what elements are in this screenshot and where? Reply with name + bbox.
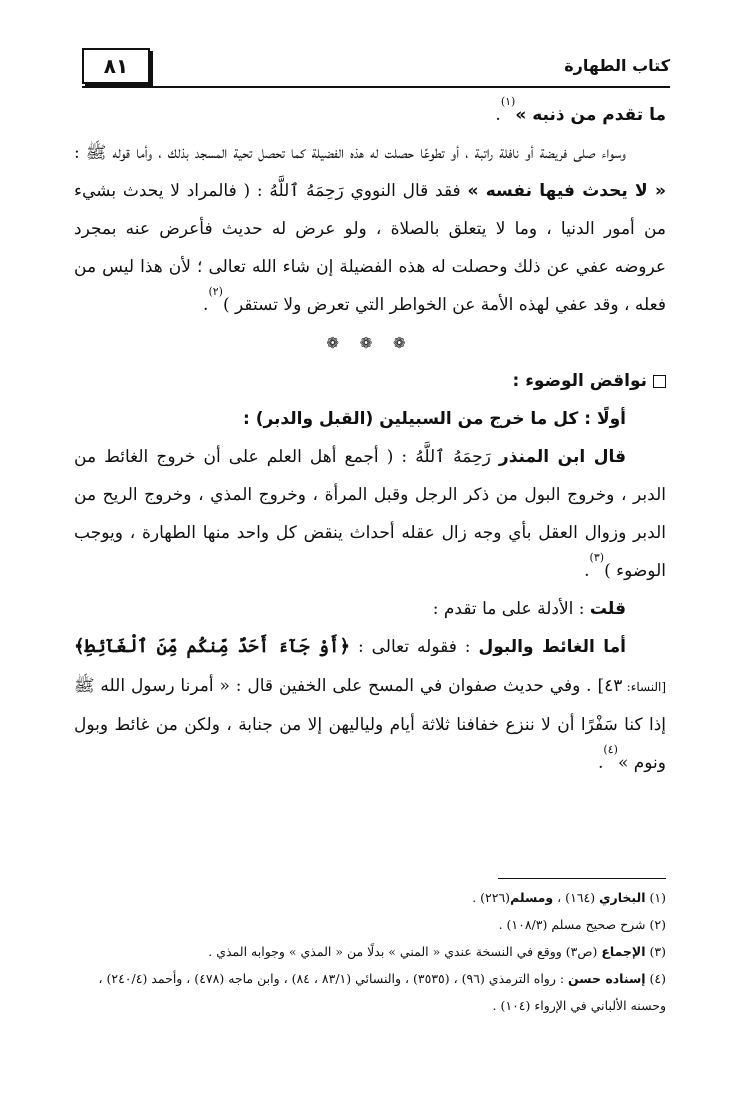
- fn4-bold: إسناده حسن: [568, 971, 646, 986]
- page-header: [82, 44, 670, 96]
- main-text: [74, 96, 666, 782]
- paragraph-2: وسواء صلى فريضة أو نافلة راتبة ، أو تطوعًا حصلت له هذه الفضيلة كما تحصل تحية المسجد بذلك ، وأما قوله ﷺ : « لا يحدث فيها نفسه » فقد قال النووي رَحِمَهُ ٱللَّهُ : ( فالمراد لا يحدث بشيء من أمور الدنيا ، وما لا يتعلق بالصلاة ، ولو عرض له حديث فأعرض عنه بمجرد عروضه عفي عن ذلك وحصلت له هذه الفضيلة إن شاء الله تعالى ؛ لأن هذا ليس من فعله ، وقد عفي لهذه الأمة عن الخواطر التي تعرض ولا تستقر )$^{(٢)}$.: [74, 143, 666, 315]
- p2-text-b: فقد قال النووي رَحِمَهُ ٱللَّهُ : ( فالمراد لا يحدث بشيء من أمور الدنيا ، وما لا يتعلق بالصلاة ، ولو عرض له حديث فأعرض عنه بمجرد عروضه عفي عن ذلك وحصلت له هذه الفضيلة إن شاء الله تعالى ؛ لأن هذا ليس من فعله ، وقد عفي لهذه الأمة عن الخواطر التي تعرض ولا تستقر ): [74, 181, 666, 315]
- footnote-ref-2: (٢): [208, 285, 223, 298]
- p1-text: ما تقدم من ذنبه »: [515, 105, 666, 125]
- p2-hadith-bold: « لا يحدث فيها نفسه »: [467, 181, 666, 201]
- fn1-text-b: (٢٢٦) .: [472, 890, 511, 905]
- footnote-4: [74, 965, 666, 1019]
- header-rule: [82, 86, 670, 88]
- p3-bold: قال ابن المنذر: [498, 447, 627, 467]
- p4-bold: قلت: [589, 599, 626, 619]
- verse-citation: [النساء:: [622, 680, 666, 694]
- p5-bold: أما الغائط والبول: [478, 637, 626, 657]
- paragraph-1: ما تقدم من ذنبه »$^{(١)}$.: [495, 95, 666, 125]
- fn1-text-a: (١٦٤) ،: [553, 890, 600, 905]
- p2-text-a: وسواء صلى فريضة أو نافلة راتبة ، أو تطوعًا حصلت له هذه الفضيلة كما تحصل تحية المسجد بذلك ، وأما قوله ﷺ :: [74, 143, 626, 163]
- fn1-bold-1: البخاري: [599, 890, 646, 905]
- square-bullet-icon: [653, 375, 666, 388]
- fn3-text: (ص٣) ووقع في النسخة عندي « المني » بدلًا من « المذي » وجوابه المذي .: [208, 944, 602, 959]
- running-title: كتاب الطهارة: [564, 56, 670, 75]
- footnote-ref-3: (٣): [589, 551, 605, 564]
- paragraph-5: أما الغائط والبول : فقوله تعالى : ﴿أَوْ جَآءَ أَحَدٌ مِّنكُم مِّنَ ٱلْغَآئِطِ﴾ [النساء: ٤٣] . وفي حديث صفوان في المسح على الخفين قال : « أمرنا رسول الله ﷺ إذا كنا سَفْرًا أن لا ننزع خفافنا ثلاثة أيام ولياليهن إلا من جنابة ، ولكن من غائط وبول ونوم »$^{(٤)}$.: [74, 636, 666, 773]
- footnote-separator: [498, 878, 666, 879]
- paragraph-3: قال ابن المنذر رَحِمَهُ ٱللَّهُ : ( أجمع أهل العلم على أن خروج الغائط من الدبر ، وخروج البول من ذكر الرجل وقبل المرأة ، وخروج المذي ، وخروج الريح من الدبر وزوال العقل بأي وجه زال عقله أحداث ينقض كل واحد منها الطهارة ، ويوجب الوضوء )$^{(٣)}$.: [74, 447, 666, 581]
- fn3-num: (٣): [645, 944, 666, 959]
- footnotes: [74, 884, 666, 1019]
- sub-heading-text: أولًا : كل ما خرج من السبيلين (القبل والدبر) :: [242, 409, 626, 429]
- fn1-num: (١): [649, 890, 666, 905]
- p3-text: رَحِمَهُ ٱللَّهُ : ( أجمع أهل العلم على أن خروج الغائط من الدبر ، وخروج البول من ذكر الرجل وقبل المرأة ، وخروج المذي ، وخروج الريح من الدبر وزوال العقل بأي وجه زال عقله أحداث ينقض كل واحد منها الطهارة ، ويوجب الوضوء ): [74, 447, 666, 581]
- sub-heading: [74, 400, 666, 438]
- section-ornament: ❁ ❁ ❁: [326, 334, 414, 352]
- fn3-bold: الإجماع: [601, 944, 646, 959]
- section-heading: [74, 362, 666, 400]
- p5-text-b: ٤٣] . وفي حديث صفوان في المسح على الخفين قال : « أمرنا رسول الله ﷺ إذا كنا سَفْرًا أن لا ننزع خفافنا ثلاثة أيام ولياليهن إلا من جنابة ، ولكن من غائط وبول ونوم »: [74, 676, 666, 773]
- footnote-ref-1: (١): [500, 95, 516, 108]
- fn4-text: : رواه الترمذي (٩٦) ، (٣٥٣٥) ، والنسائي (٨٣/١ ، ٨٤) ، وابن ماجه (٤٧٨) ، وأحمد (٢٤٠/٤) ، وحسنه الألباني في الإرواء (١٠٤) .: [98, 971, 666, 1013]
- footnote-ref-4: (٤): [603, 743, 618, 756]
- paragraph-4: [74, 590, 666, 628]
- footnote-2: (٢) شرح صحيح مسلم (١٠٨/٣) .: [498, 917, 666, 932]
- quran-verse: ﴿أَوْ جَآءَ أَحَدٌ مِّنكُم مِّنَ ٱلْغَآئِطِ﴾: [74, 636, 351, 657]
- section-heading-text: نواقض الوضوء :: [512, 371, 647, 391]
- p5-text-a: : فقوله تعالى :: [350, 637, 479, 657]
- footnote-1: [74, 884, 666, 911]
- page-number: ٨١: [82, 48, 150, 84]
- footnote-3: [74, 938, 666, 965]
- p4-text: : الأدلة على ما تقدم :: [432, 599, 590, 619]
- fn1-bold-2: ومسلم: [510, 890, 554, 905]
- fn4-num: (٤): [645, 971, 666, 986]
